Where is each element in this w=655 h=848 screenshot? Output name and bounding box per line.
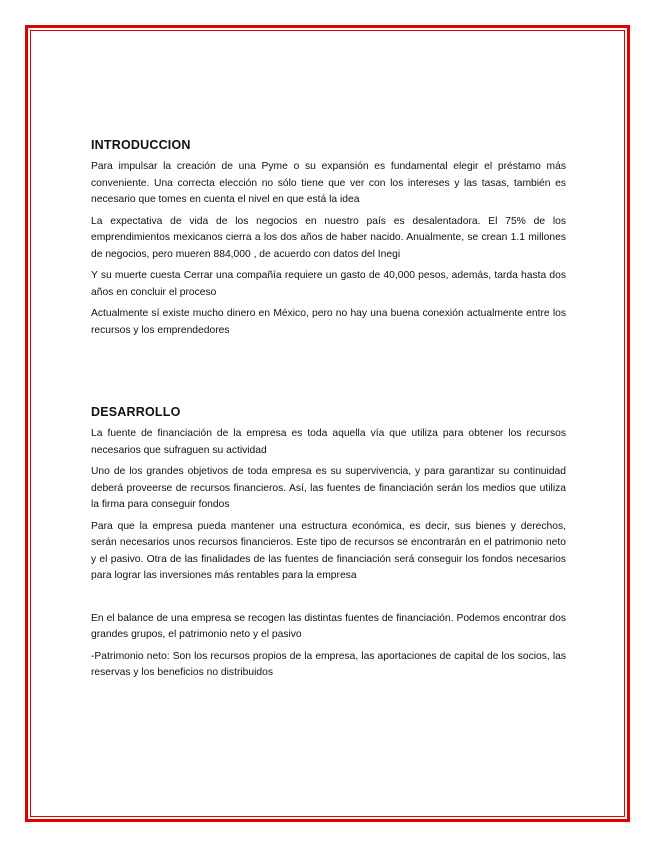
page-content <box>91 137 566 687</box>
intro-paragraph: Actualmente sí existe mucho dinero en México, pero no hay una buena conexión actualmente entre los recursos y los emprendedores <box>91 308 566 336</box>
intro-section <box>91 137 566 339</box>
development-paragraph: La fuente de financiación de la empresa es toda aquella vía que utiliza para obtener los recursos necesarios que sufraguen su actividad <box>91 428 566 456</box>
development-paragraph: -Patrimonio neto: Son los recursos propios de la empresa, las aportaciones de capital de los socios, las reservas y los beneficios no distribuidos <box>91 650 566 678</box>
development-section <box>91 404 566 682</box>
intro-paragraph: La expectativa de vida de los negocios en nuestro país es desalentadora. El 75% de los emprendimientos mexicanos cierra a los dos años de haber nacido. Anualmente, se crean 1.1 millones de negocios, pero mueren 884,000 , de acuerdo con datos del Inegi <box>91 215 566 260</box>
development-paragraph: Para que la empresa pueda mantener una estructura económica, es decir, sus bienes y derechos, serán necesarios unos recursos financieros. Este tipo de recursos se encontrarán en el patrimonio neto y el pasivo. Otra de las finalidades de las fuentes de financiación será conseguir los fondos necesarios para lograr las inversiones más rentables para la empresa <box>91 520 566 581</box>
development-heading: DESARROLLO <box>91 405 181 419</box>
development-paragraph: Uno de los grandes objetivos de toda empresa es su supervivencia, y para garantizar su continuidad deberá proveerse de recursos financieros. Así, las fuentes de financiación serán los medios que utiliza la firma para conseguir fondos <box>91 466 566 510</box>
intro-paragraph: Para impulsar la creación de una Pyme o su expansión es fundamental elegir el préstamo más conveniente. Una correcta elección no sólo tiene que ver con los intereses y las tasas, también es necesario que tomes en cuenta el nivel en que está la idea <box>91 161 566 205</box>
intro-heading: INTRODUCCION <box>91 138 191 152</box>
development-paragraph: En el balance de una empresa se recogen las distintas fuentes de financiación. Podemos encontrar dos grandes grupos, el patrimonio neto y el pasivo <box>91 612 566 640</box>
paragraph-spacer <box>91 590 566 611</box>
intro-paragraph: Y su muerte cuesta Cerrar una compañía requiere un gasto de 40,000 pesos, además, tarda hasta dos años en concluir el proceso <box>91 270 566 298</box>
